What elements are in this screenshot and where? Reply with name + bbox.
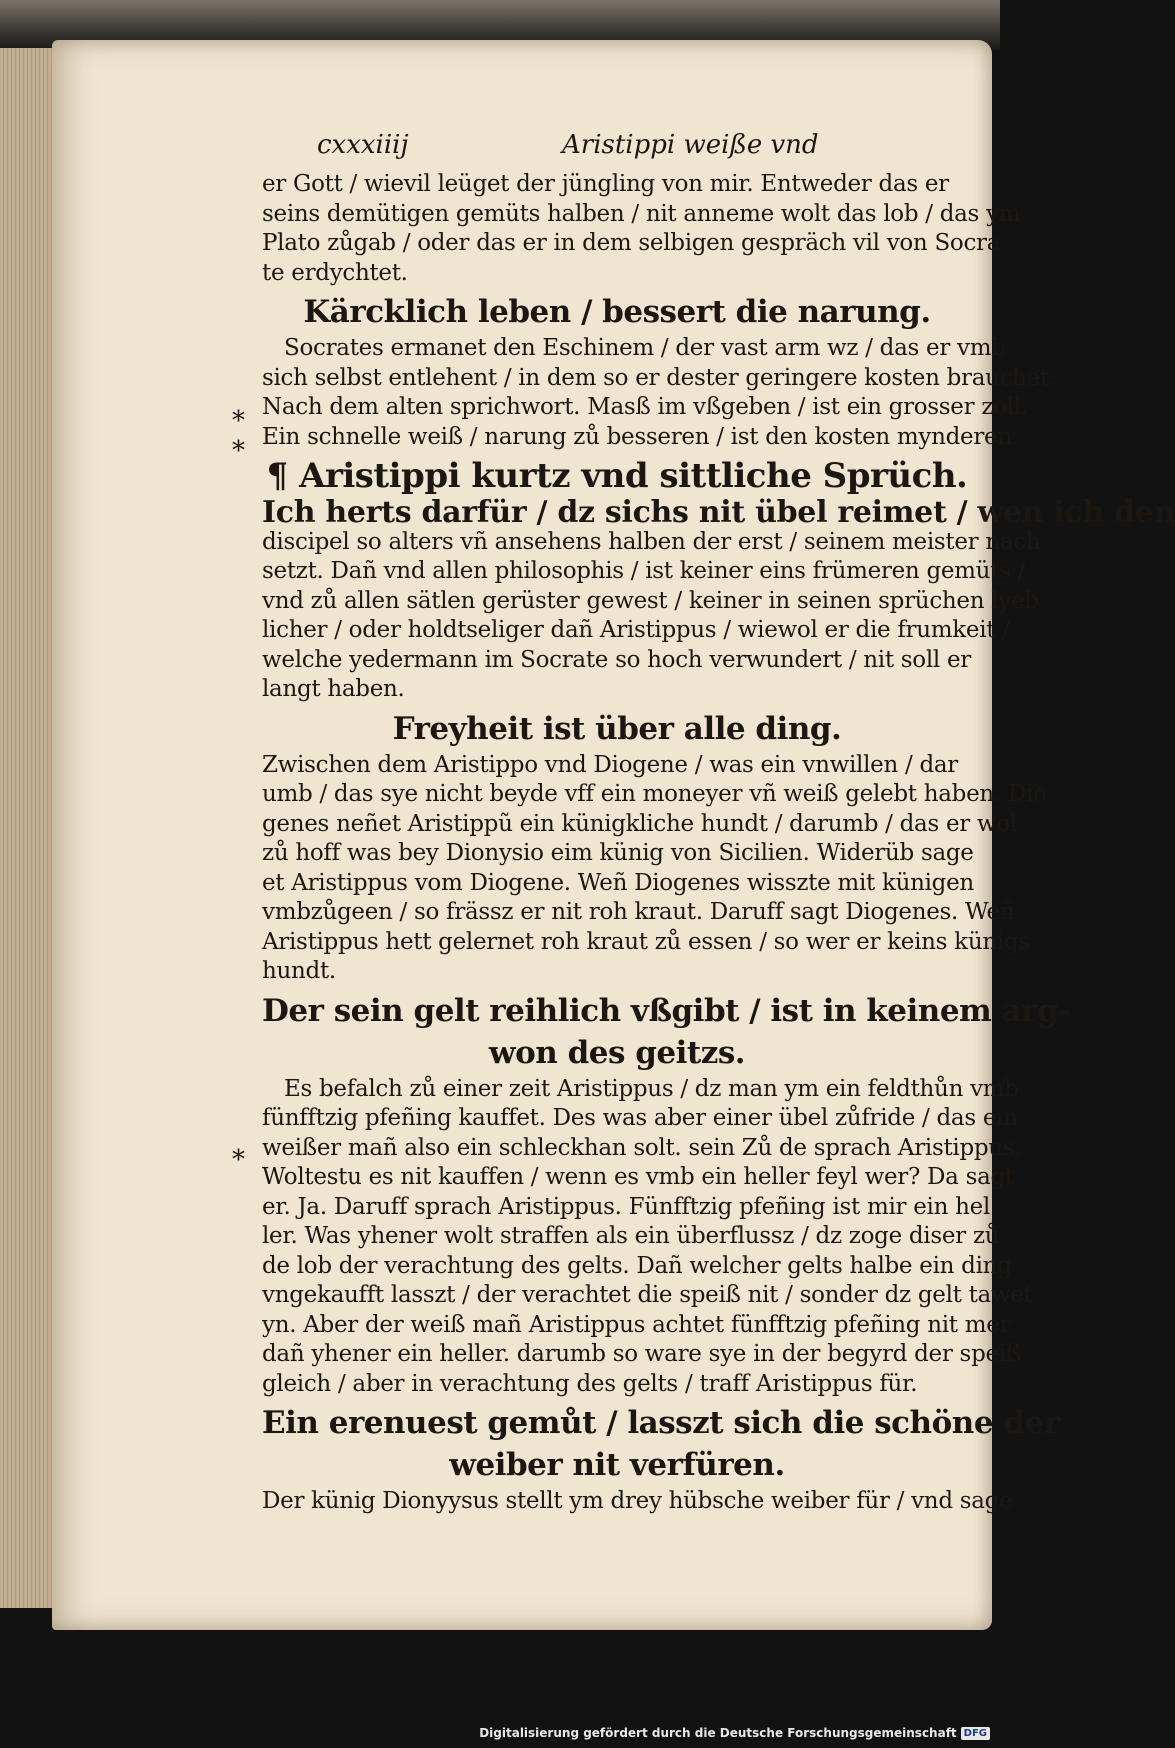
dfg-credit (479, 1726, 990, 1740)
section-heading: Kärcklich leben / bessert die narung. (303, 294, 931, 330)
text-line: genes neñet Aristippũ ein künigkliche hundt / darumb / das er wol (262, 810, 1017, 837)
folio-number: cxxxiiij (317, 130, 409, 160)
margin-mark: * (232, 406, 245, 436)
margin-mark: * (232, 1145, 245, 1175)
text-line: weißer mañ also ein schleckhan solt. sein Zů de sprach Aristippus. (262, 1134, 1022, 1161)
text-line: seins demütigen gemüts halben / nit anneme wolt das lob / das ym (262, 200, 1021, 227)
page-text (262, 130, 1175, 1517)
section-heading: Ein erenuest gemůt / lasszt sich die schöne der (262, 1405, 1060, 1441)
section-heading: Freyheit ist über alle ding. (392, 710, 842, 747)
text-line: sich selbst entlehent / in dem so er dester geringere kosten brauchet. (262, 364, 1057, 391)
text-line: et Aristippus vom Diogene. Weñ Diogenes wisszte mit künigen (262, 869, 974, 896)
credit-text: Digitalisierung gefördert durch die Deutsche Forschungsgemeinschaft (479, 1726, 957, 1740)
text-line: vnd zů allen sätlen gerüster gewest / keiner in seinen sprüchen lyeb (262, 587, 1039, 614)
text-line: Ein schnelle weiß / narung zů besseren / ist den kosten mynderen. (262, 423, 1019, 450)
text-line: ler. Was yhener wolt straffen als ein überflussz / dz zoge diser zů (262, 1223, 1000, 1249)
text-line: de lob der verachtung des gelts. Dañ welcher gelts halbe ein ding (262, 1252, 1012, 1279)
text-line: Plato zůgab / oder das er in dem selbigen gespräch vil von Socra (262, 230, 1001, 256)
section-heading: Der sein gelt reihlich vßgibt / ist in keinem arg- (262, 992, 1071, 1029)
page-edges (0, 48, 60, 1608)
text-line: vngekaufft lasszt / der verachtet die speiß nit / sonder dz gelt tawet (262, 1282, 1033, 1308)
text-line: discipel so alters vñ ansehens halben der erst / seinem meister nach (262, 528, 1041, 555)
dfg-logo: DFG (961, 1727, 990, 1740)
text-line: hundt. (262, 958, 336, 984)
text-line: Ich herts darfür / dz sichs nit übel reimet / wen ich den (262, 495, 1175, 530)
text-blocks (262, 170, 1175, 1517)
text-line: setzt. Dañ vnd allen philosophis / ist keiner eins frümeren gemüts / (262, 558, 1026, 584)
text-line: Woltestu es nit kauffen / wenn es vmb ein heller feyl wer? Da sagt (262, 1164, 1014, 1190)
text-line: welche yedermann im Socrate so hoch verwundert / nit soll er (262, 646, 971, 673)
running-head (262, 130, 972, 170)
text-line: langt haben. (262, 676, 405, 702)
text-line: umb / das sye nicht beyde vff ein moneyer vñ weiß gelebt haben. Dio (262, 781, 1047, 807)
margin-mark: * (232, 436, 245, 466)
text-line: yn. Aber der weiß mañ Aristippus achtet fünfftzig pfeñing nit mer (262, 1311, 1011, 1338)
running-title: Aristippi weiße vnd (562, 130, 819, 160)
text-line: Zwischen dem Aristippo vnd Diogene / was ein vnwillen / dar (262, 751, 958, 778)
text-line: Es befalch zů einer zeit Aristippus / dz man ym ein feldthůn vmb (284, 1075, 1019, 1102)
section-heading: weiber nit verfüren. (449, 1447, 785, 1483)
section-heading: ¶ Aristippi kurtz vnd sittliche Sprüch. (266, 456, 968, 496)
text-line: fünfftzig pfeñing kauffet. Des was aber einer übel zůfride / das ein (262, 1105, 1018, 1131)
text-line: Nach dem alten sprichwort. Masß im vßgeben / ist ein grosser zoll. (262, 394, 1028, 420)
text-line: Socrates ermanet den Eschinem / der vast arm wz / das er vmb (284, 335, 1006, 361)
text-line: dañ yhener ein heller. darumb so ware sye in der begyrd der speiß (262, 1341, 1021, 1367)
text-line: te erdychtet. (262, 259, 408, 286)
text-line: Der künig Dionyysus stellt ym drey hübsche weiber für / vnd sage (262, 1488, 1013, 1514)
text-line: vmbzůgeen / so frässz er nit roh kraut. Daruff sagt Diogenes. Weñ (262, 899, 1015, 925)
text-line: gleich / aber in verachtung des gelts / traff Aristippus für. (262, 1370, 918, 1397)
text-line: Aristippus hett gelernet roh kraut zů essen / so wer er keins künigs (262, 928, 1030, 955)
text-line: zů hoff was bey Dionysio eim künig von Sicilien. Widerüb sage (262, 840, 974, 866)
text-line: er. Ja. Daruff sprach Aristippus. Fünfftzig pfeñing ist mir ein hel (262, 1193, 991, 1220)
text-line: licher / oder holdtseliger dañ Aristippus / wiewol er die frumkeit / (262, 617, 1010, 643)
section-heading: won des geitzs. (488, 1034, 746, 1071)
text-line: er Gott / wievil leüget der jüngling von mir. Entweder das er (262, 171, 949, 197)
